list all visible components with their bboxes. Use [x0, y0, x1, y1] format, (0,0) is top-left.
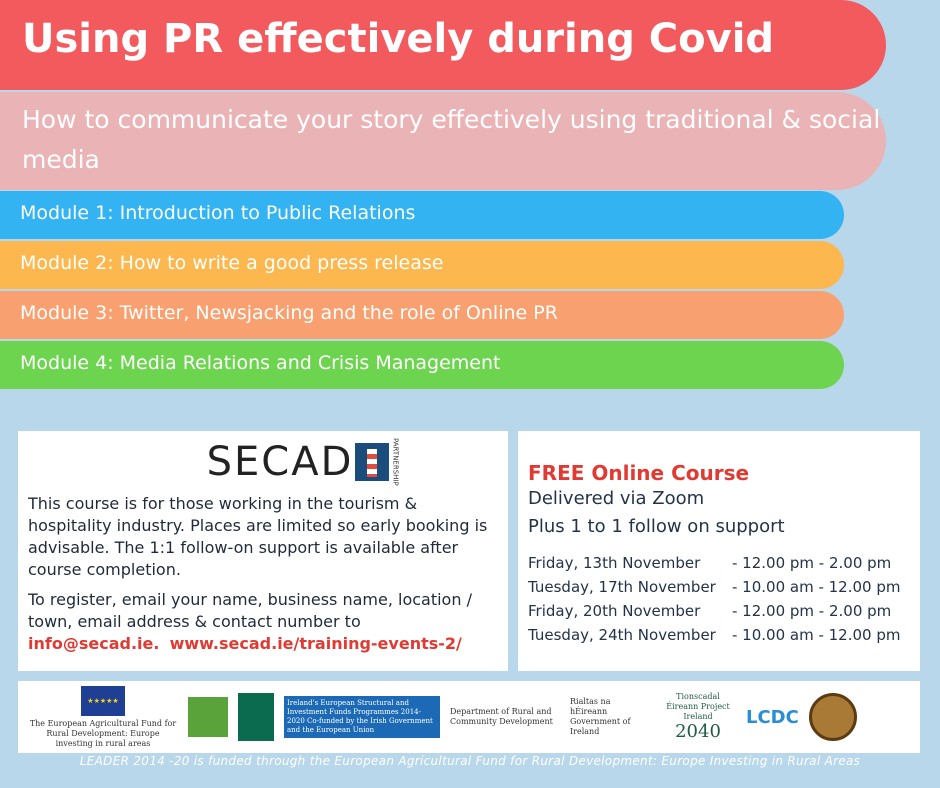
funding-note: LEADER 2014 -20 is funded through the European Agricultural Fund for Rural Development: Europe Investing in Rural Areas — [79, 754, 861, 768]
title-banner — [0, 0, 886, 90]
session-row — [528, 551, 910, 575]
schedule-panel — [518, 431, 920, 671]
government-logo — [570, 697, 650, 737]
project-ireland-text: Tionscadal Éireann Project Ireland — [666, 692, 730, 721]
support-note: Plus 1 to 1 follow on support — [528, 516, 785, 537]
funder-logos-strip — [18, 681, 920, 753]
delivery-method: Delivered via Zoom — [528, 488, 705, 509]
project-ireland-logo — [660, 692, 736, 742]
lighthouse-icon — [355, 443, 389, 481]
secad-logo-text: SECAD — [206, 439, 354, 485]
project-ireland-year: 2040 — [675, 721, 721, 742]
page-subtitle: How to communicate your story effectively using traditional & social media — [22, 105, 881, 174]
website-link[interactable]: www.secad.ie/training-events-2/ — [169, 634, 462, 653]
session-date: Tuesday, 24th November — [528, 626, 716, 644]
register-text — [28, 589, 498, 655]
eu-flag-icon — [81, 686, 125, 716]
module-1-label: Module 1: Introduction to Public Relations — [20, 202, 416, 224]
session-row — [528, 623, 910, 647]
module-3-label: Module 3: Twitter, Newsjacking and the role of Online PR — [20, 302, 558, 324]
lcdc-logo: LCDC — [746, 706, 799, 728]
free-course-heading: FREE Online Course — [528, 461, 750, 485]
subtitle-banner — [0, 92, 886, 190]
module-3-banner — [0, 291, 844, 339]
session-date: Friday, 20th November — [528, 602, 701, 620]
session-row — [528, 575, 910, 599]
session-date: Friday, 13th November — [528, 554, 701, 572]
harp-icon — [238, 693, 274, 741]
eafrd-text: The European Agricultural Fund for Rural Development: Europe investing in rural areas — [29, 718, 177, 748]
register-instructions: To register, email your name, business name, location / town, email address & contact number to — [28, 590, 472, 631]
session-list — [528, 551, 910, 647]
session-time: - 12.00 pm - 2.00 pm — [732, 554, 892, 572]
module-1-banner — [0, 191, 844, 239]
session-time: - 10.00 am - 12.00 pm — [732, 578, 901, 596]
county-seal-icon — [809, 693, 857, 741]
page-title: Using PR effectively during Covid — [22, 16, 775, 62]
course-intro: This course is for those working in the tourism & hospitality industry. Places are limited so early booking is advisable. The 1:1 follow-on support is available after course completion. — [28, 494, 488, 579]
leader-logo-icon — [188, 697, 228, 737]
session-row — [528, 599, 910, 623]
esif-logo: Ireland's European Structural and Investment Funds Programmes 2014-2020 Co-funded by the Irish Government and the European Union — [284, 696, 440, 738]
dept-logo — [450, 707, 560, 727]
module-2-banner — [0, 241, 844, 289]
eafrd-logo — [28, 686, 178, 749]
course-info-panel — [18, 431, 508, 671]
session-time: - 10.00 am - 12.00 pm — [732, 626, 901, 644]
partnership-tag: PARTNERSHIP — [391, 438, 400, 486]
secad-logo — [108, 431, 498, 493]
module-4-label: Module 4: Media Relations and Crisis Management — [20, 352, 501, 374]
dept-text: Department of Rural and Community Development — [450, 707, 553, 726]
module-2-label: Module 2: How to write a good press release — [20, 252, 444, 274]
email-link[interactable]: info@secad.ie. — [28, 634, 160, 653]
session-date: Tuesday, 17th November — [528, 578, 716, 596]
module-4-banner — [0, 341, 844, 389]
government-text: Rialtas na hÉireann Government of Ireland — [570, 697, 631, 736]
session-time: - 12.00 pm - 2.00 pm — [732, 602, 892, 620]
